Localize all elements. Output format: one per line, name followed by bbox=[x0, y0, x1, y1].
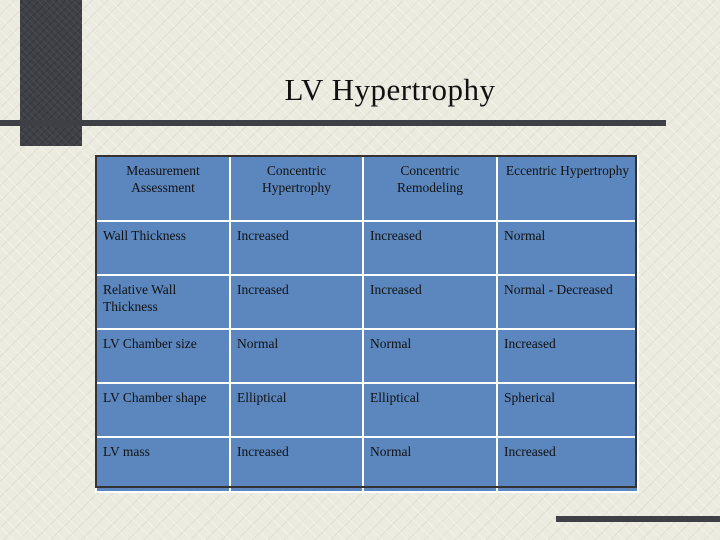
table-cell: Increased bbox=[363, 221, 497, 275]
table-row bbox=[96, 383, 638, 437]
table-cell: Normal bbox=[363, 437, 497, 492]
table-cell: Increased bbox=[497, 329, 638, 383]
row-label: Wall Thickness bbox=[96, 221, 230, 275]
table-cell: Increased bbox=[230, 275, 363, 329]
lv-hypertrophy-table bbox=[95, 155, 639, 493]
table-cell: Increased bbox=[363, 275, 497, 329]
header-concentric-remodeling: Concentric Remodeling bbox=[363, 156, 497, 221]
top-divider bbox=[0, 120, 666, 126]
table-row bbox=[96, 437, 638, 492]
row-label: LV Chamber size bbox=[96, 329, 230, 383]
bottom-divider bbox=[556, 516, 720, 522]
row-label: Relative Wall Thickness bbox=[96, 275, 230, 329]
header-concentric-hypertrophy: Concentric Hypertrophy bbox=[230, 156, 363, 221]
table-cell: Elliptical bbox=[363, 383, 497, 437]
table-row bbox=[96, 329, 638, 383]
table-row bbox=[96, 275, 638, 329]
table-cell: Normal bbox=[230, 329, 363, 383]
table-row bbox=[96, 221, 638, 275]
table-header-row bbox=[96, 156, 638, 221]
table-cell: Increased bbox=[230, 221, 363, 275]
header-measurement: Measurement Assessment bbox=[96, 156, 230, 221]
table-cell: Normal bbox=[497, 221, 638, 275]
row-label: LV Chamber shape bbox=[96, 383, 230, 437]
table-cell: Elliptical bbox=[230, 383, 363, 437]
slide-title: LV Hypertrophy bbox=[284, 72, 496, 107]
table-cell: Normal bbox=[363, 329, 497, 383]
header-eccentric-hypertrophy: Eccentric Hypertrophy bbox=[497, 156, 638, 221]
table-cell: Increased bbox=[497, 437, 638, 492]
table-cell: Increased bbox=[230, 437, 363, 492]
table-cell: Spherical bbox=[497, 383, 638, 437]
table-cell: Normal - Decreased bbox=[497, 275, 638, 329]
row-label: LV mass bbox=[96, 437, 230, 492]
